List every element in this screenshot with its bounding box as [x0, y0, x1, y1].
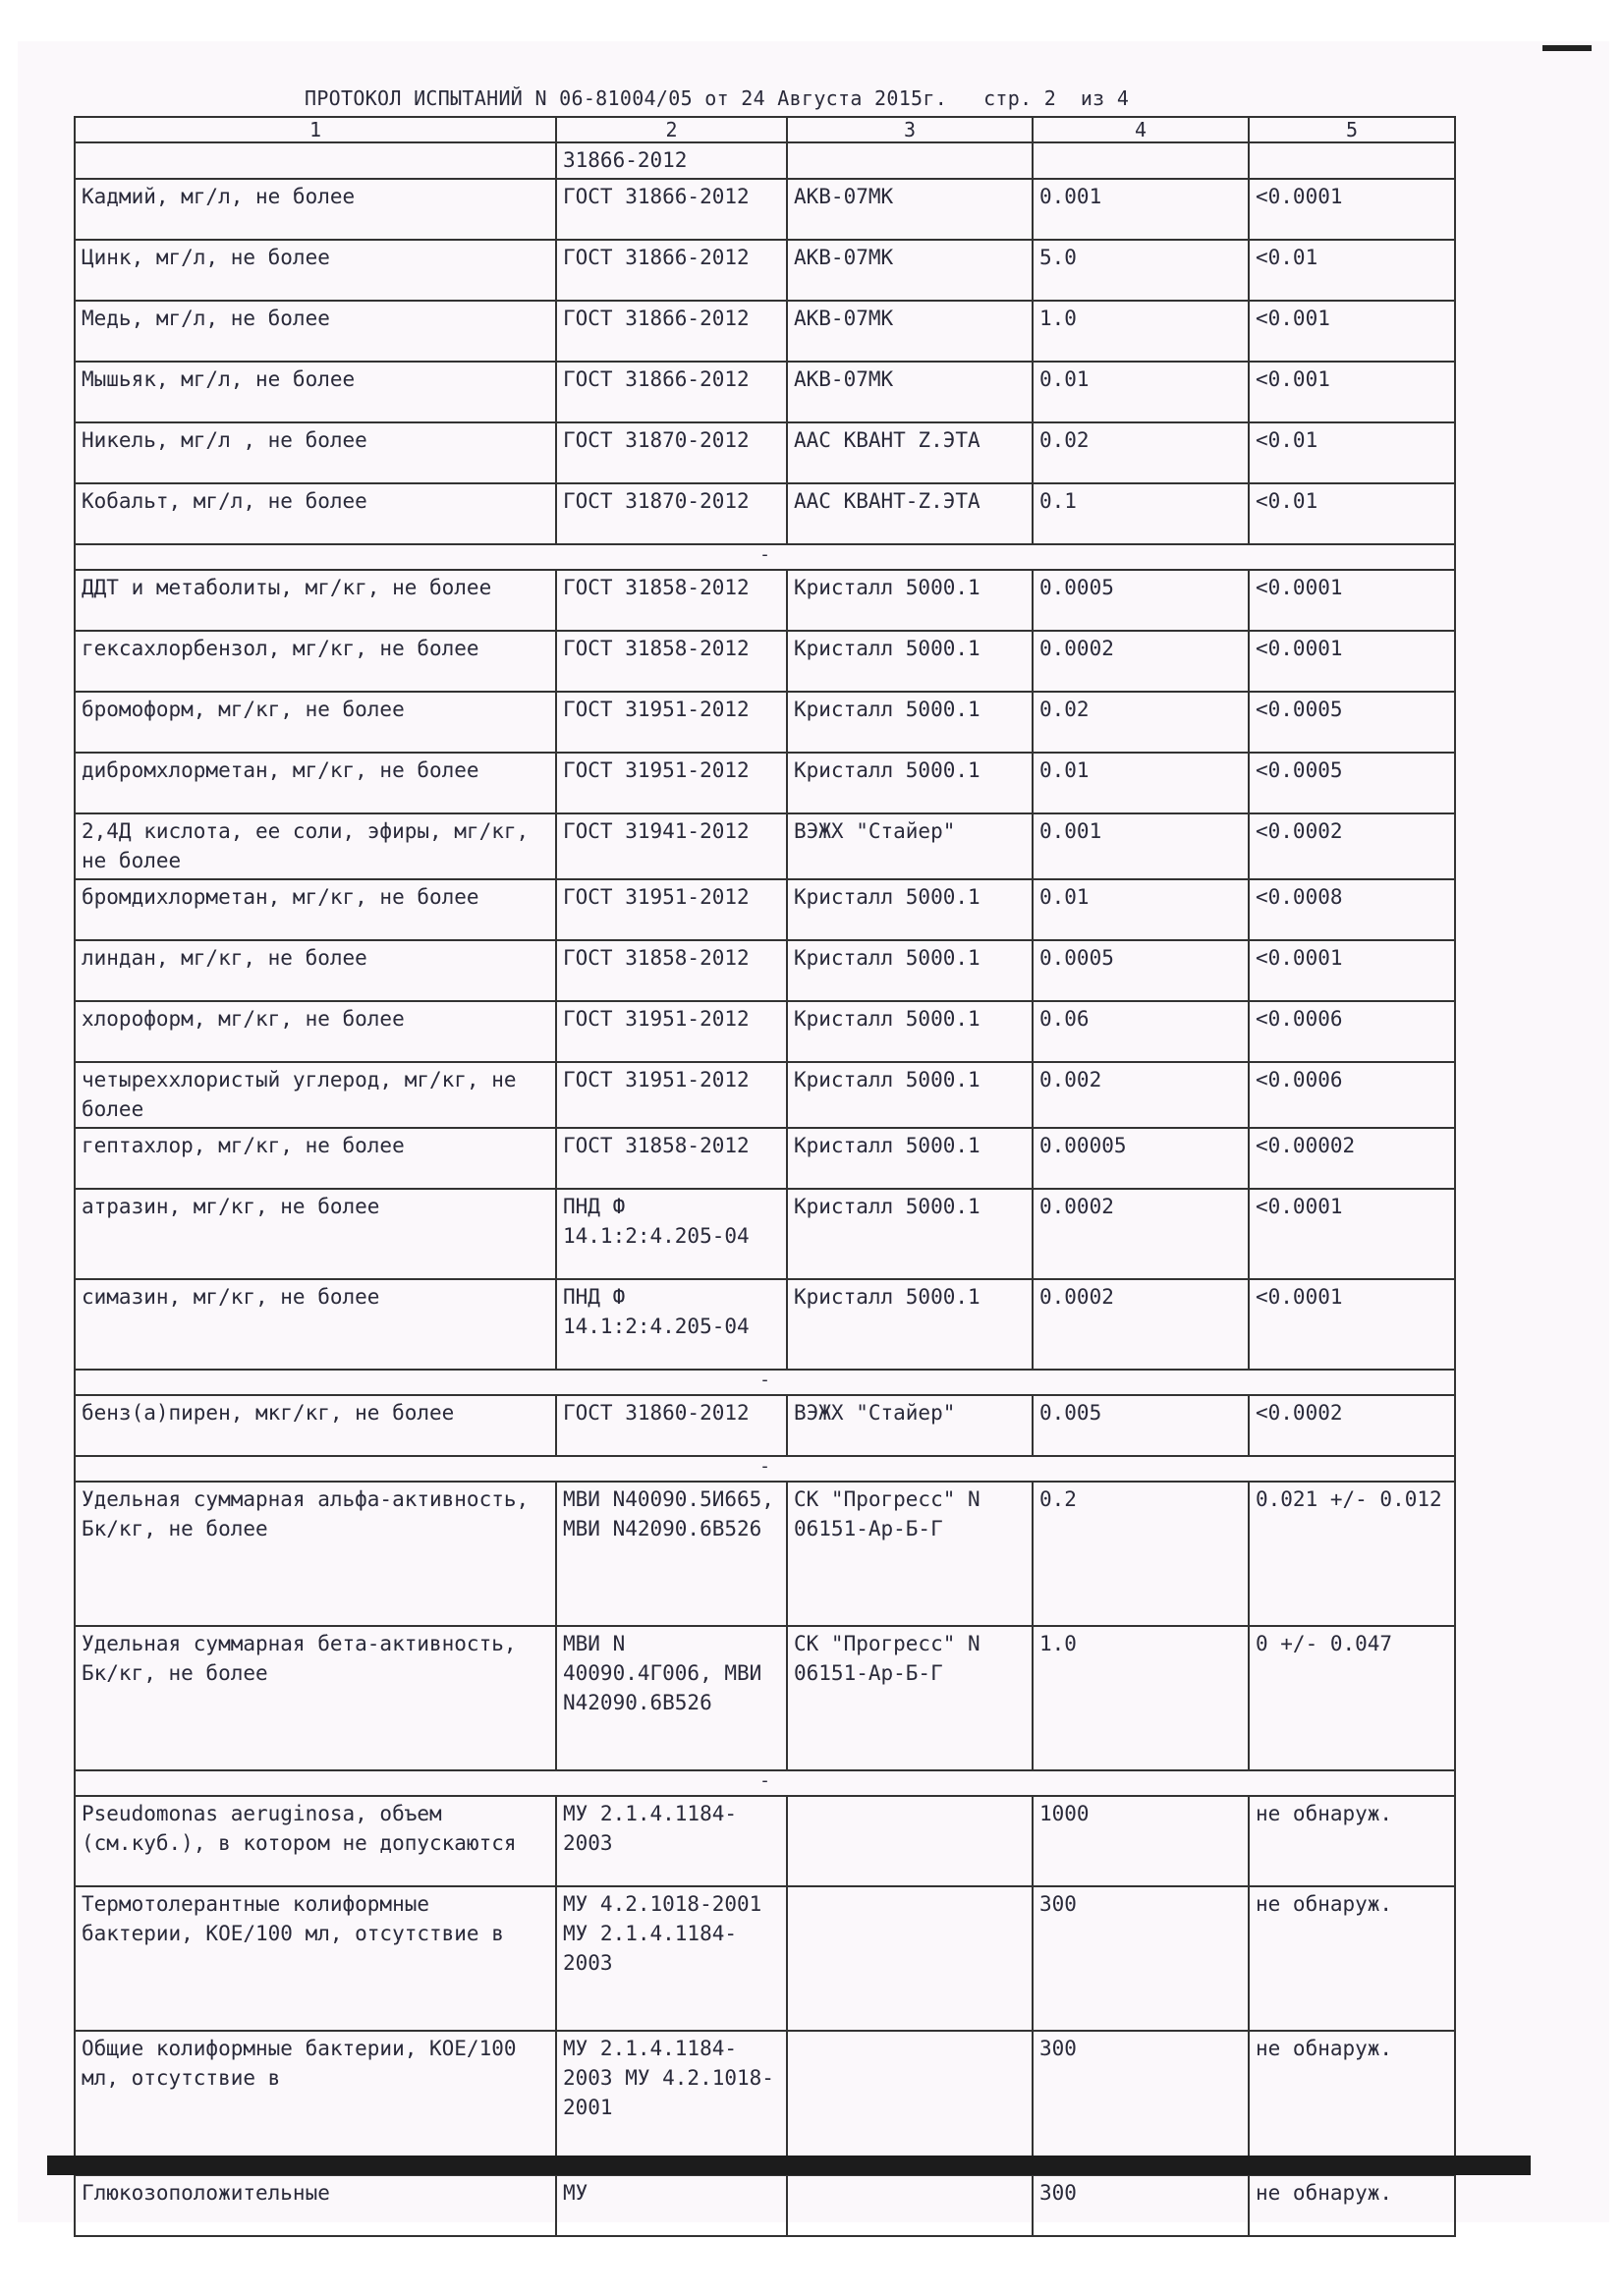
- empty-cell: [1033, 142, 1249, 179]
- empty-cell: [787, 142, 1033, 179]
- equipment-cell: СК "Прогресс" N 06151-Ар-Б-Г: [787, 1482, 1033, 1626]
- indicator-name-cell: Кадмий, мг/л, не более: [75, 179, 556, 240]
- equipment-cell: Кристалл 5000.1: [787, 1128, 1033, 1189]
- result-value-cell: <0.0001: [1249, 570, 1455, 631]
- equipment-cell: Кристалл 5000.1: [787, 940, 1033, 1001]
- method-cell: ГОСТ 31858-2012: [556, 940, 787, 1001]
- table-row: [75, 240, 1455, 301]
- method-cell: ГОСТ 31866-2012: [556, 240, 787, 301]
- equipment-cell: АКВ-07МК: [787, 179, 1033, 240]
- equipment-cell: [787, 1796, 1033, 1886]
- method-cell: МУ: [556, 2175, 787, 2236]
- result-value-cell: <0.0001: [1249, 631, 1455, 692]
- table-row: [75, 1001, 1455, 1062]
- equipment-cell: АКВ-07МК: [787, 240, 1033, 301]
- indicator-name-cell: Цинк, мг/л, не более: [75, 240, 556, 301]
- method-cell: 31866-2012: [556, 142, 787, 179]
- column-numbers-row: [75, 117, 1455, 142]
- norm-value-cell: 0.001: [1033, 179, 1249, 240]
- table-row: [75, 2031, 1455, 2175]
- indicator-name-cell: дибромхлорметан, мг/кг, не более: [75, 753, 556, 813]
- result-value-cell: 0.021 +/- 0.012: [1249, 1482, 1455, 1626]
- method-cell: ГОСТ 31866-2012: [556, 301, 787, 362]
- equipment-cell: АКВ-07МК: [787, 301, 1033, 362]
- method-cell: ГОСТ 31870-2012: [556, 422, 787, 483]
- table-row: [75, 753, 1455, 813]
- empty-cell: [75, 142, 556, 179]
- table-row: [75, 1128, 1455, 1189]
- table-row: [75, 179, 1455, 240]
- equipment-cell: ААС КВАНТ-Z.ЭТА: [787, 483, 1033, 544]
- indicator-name-cell: линдан, мг/кг, не более: [75, 940, 556, 1001]
- indicator-name-cell: Общие колиформные бактерии, КОЕ/100 мл, отсутствие в: [75, 2031, 556, 2175]
- table-row: [75, 1189, 1455, 1279]
- indicator-name-cell: Удельная суммарная альфа-активность, Бк/кг, не более: [75, 1482, 556, 1626]
- norm-value-cell: 1000: [1033, 1796, 1249, 1886]
- method-cell: МВИ N 40090.4Г006, МВИ N42090.6В526: [556, 1626, 787, 1770]
- method-cell: ПНД Ф 14.1:2:4.205-04: [556, 1279, 787, 1370]
- result-value-cell: <0.01: [1249, 240, 1455, 301]
- norm-value-cell: 0.01: [1033, 362, 1249, 422]
- indicator-name-cell: хлороформ, мг/кг, не более: [75, 1001, 556, 1062]
- equipment-cell: ВЭЖХ "Стайер": [787, 1395, 1033, 1456]
- result-value-cell: <0.0002: [1249, 813, 1455, 879]
- result-value-cell: <0.0001: [1249, 179, 1455, 240]
- norm-value-cell: 5.0: [1033, 240, 1249, 301]
- method-cell: ГОСТ 31860-2012: [556, 1395, 787, 1456]
- method-cell: ГОСТ 31870-2012: [556, 483, 787, 544]
- indicator-name-cell: Глюкозоположительные: [75, 2175, 556, 2236]
- method-cell: ГОСТ 31951-2012: [556, 692, 787, 753]
- column-number: 2: [556, 117, 787, 142]
- equipment-cell: Кристалл 5000.1: [787, 753, 1033, 813]
- norm-value-cell: 0.00005: [1033, 1128, 1249, 1189]
- result-value-cell: не обнаруж.: [1249, 2031, 1455, 2175]
- scan-bottom-bar: [47, 2156, 1531, 2175]
- norm-value-cell: 0.005: [1033, 1395, 1249, 1456]
- result-value-cell: не обнаруж.: [1249, 1796, 1455, 1886]
- result-value-cell: <0.01: [1249, 422, 1455, 483]
- equipment-cell: Кристалл 5000.1: [787, 692, 1033, 753]
- method-cell: ГОСТ 31951-2012: [556, 1062, 787, 1128]
- table-row: [75, 422, 1455, 483]
- table-row: [75, 1886, 1455, 2031]
- equipment-cell: СК "Прогресс" N 06151-Ар-Б-Г: [787, 1626, 1033, 1770]
- equipment-cell: Кристалл 5000.1: [787, 1279, 1033, 1370]
- result-value-cell: <0.0002: [1249, 1395, 1455, 1456]
- norm-value-cell: 0.0002: [1033, 1279, 1249, 1370]
- indicator-name-cell: бромоформ, мг/кг, не более: [75, 692, 556, 753]
- indicator-name-cell: ДДТ и метаболиты, мг/кг, не более: [75, 570, 556, 631]
- equipment-cell: [787, 1886, 1033, 2031]
- table-row: [75, 631, 1455, 692]
- norm-value-cell: 0.2: [1033, 1482, 1249, 1626]
- table-row: [75, 1279, 1455, 1370]
- indicator-name-cell: бромдихлорметан, мг/кг, не более: [75, 879, 556, 940]
- table-row: [75, 1482, 1455, 1626]
- result-value-cell: не обнаруж.: [1249, 1886, 1455, 2031]
- equipment-cell: ВЭЖХ "Стайер": [787, 813, 1033, 879]
- group-separator: -: [75, 544, 1455, 570]
- indicator-name-cell: Удельная суммарная бета-активность, Бк/кг, не более: [75, 1626, 556, 1770]
- indicator-name-cell: бенз(а)пирен, мкг/кг, не более: [75, 1395, 556, 1456]
- table-row: [75, 483, 1455, 544]
- norm-value-cell: 0.0005: [1033, 940, 1249, 1001]
- norm-value-cell: 1.0: [1033, 301, 1249, 362]
- indicator-name-cell: гептахлор, мг/кг, не более: [75, 1128, 556, 1189]
- table-row: [75, 2175, 1455, 2236]
- result-value-cell: <0.0006: [1249, 1001, 1455, 1062]
- method-cell: ГОСТ 31858-2012: [556, 631, 787, 692]
- norm-value-cell: 0.0005: [1033, 570, 1249, 631]
- indicator-name-cell: Термотолерантные колиформные бактерии, КОЕ/100 мл, отсутствие в: [75, 1886, 556, 2031]
- norm-value-cell: 0.01: [1033, 879, 1249, 940]
- equipment-cell: Кристалл 5000.1: [787, 631, 1033, 692]
- norm-value-cell: 0.0002: [1033, 1189, 1249, 1279]
- table-row: [75, 879, 1455, 940]
- result-value-cell: <0.0005: [1249, 753, 1455, 813]
- norm-value-cell: 300: [1033, 2175, 1249, 2236]
- norm-value-cell: 300: [1033, 1886, 1249, 2031]
- result-value-cell: <0.0001: [1249, 1279, 1455, 1370]
- result-value-cell: <0.01: [1249, 483, 1455, 544]
- indicator-name-cell: 2,4Д кислота, ее соли, эфиры, мг/кг, не более: [75, 813, 556, 879]
- empty-cell: [1249, 142, 1455, 179]
- equipment-cell: [787, 2175, 1033, 2236]
- method-cell: ГОСТ 31951-2012: [556, 753, 787, 813]
- indicator-name-cell: Никель, мг/л , не более: [75, 422, 556, 483]
- result-value-cell: <0.0006: [1249, 1062, 1455, 1128]
- norm-value-cell: 0.01: [1033, 753, 1249, 813]
- table-row: [75, 1062, 1455, 1128]
- table-row: [75, 1626, 1455, 1770]
- result-value-cell: <0.00002: [1249, 1128, 1455, 1189]
- scan-corner-mark: [1542, 45, 1592, 51]
- group-separator-row: [75, 1370, 1455, 1395]
- continuation-row: [75, 142, 1455, 179]
- result-value-cell: <0.0005: [1249, 692, 1455, 753]
- table-row: [75, 940, 1455, 1001]
- indicator-name-cell: симазин, мг/кг, не более: [75, 1279, 556, 1370]
- norm-value-cell: 0.02: [1033, 692, 1249, 753]
- table-row: [75, 301, 1455, 362]
- norm-value-cell: 300: [1033, 2031, 1249, 2175]
- indicator-name-cell: четыреххлористый углерод, мг/кг, не более: [75, 1062, 556, 1128]
- method-cell: МУ 2.1.4.1184-2003 МУ 4.2.1018-2001: [556, 2031, 787, 2175]
- result-value-cell: <0.0008: [1249, 879, 1455, 940]
- norm-value-cell: 0.06: [1033, 1001, 1249, 1062]
- result-value-cell: <0.0001: [1249, 1189, 1455, 1279]
- equipment-cell: Кристалл 5000.1: [787, 1001, 1033, 1062]
- norm-value-cell: 1.0: [1033, 1626, 1249, 1770]
- group-separator-row: [75, 1770, 1455, 1796]
- result-value-cell: <0.001: [1249, 362, 1455, 422]
- results-body: [75, 142, 1455, 2236]
- indicator-name-cell: Кобальт, мг/л, не более: [75, 483, 556, 544]
- group-separator-row: [75, 544, 1455, 570]
- norm-value-cell: 0.1: [1033, 483, 1249, 544]
- group-separator: -: [75, 1770, 1455, 1796]
- column-number: 1: [75, 117, 556, 142]
- indicator-name-cell: Pseudomonas aeruginosa, объем (см.куб.), в котором не допускаются: [75, 1796, 556, 1886]
- method-cell: ГОСТ 31866-2012: [556, 362, 787, 422]
- results-table: [74, 116, 1456, 2237]
- indicator-name-cell: атразин, мг/кг, не более: [75, 1189, 556, 1279]
- table-row: [75, 1395, 1455, 1456]
- group-separator: -: [75, 1456, 1455, 1482]
- table-row: [75, 813, 1455, 879]
- equipment-cell: ААС КВАНТ Z.ЭТА: [787, 422, 1033, 483]
- method-cell: ГОСТ 31951-2012: [556, 1001, 787, 1062]
- protocol-header: ПРОТОКОЛ ИСПЫТАНИЙ N 06-81004/05 от 24 Августа 2015г. стр. 2 из 4: [305, 86, 1130, 110]
- result-value-cell: <0.001: [1249, 301, 1455, 362]
- method-cell: МУ 2.1.4.1184-2003: [556, 1796, 787, 1886]
- method-cell: ГОСТ 31941-2012: [556, 813, 787, 879]
- method-cell: ГОСТ 31951-2012: [556, 879, 787, 940]
- result-value-cell: <0.0001: [1249, 940, 1455, 1001]
- result-value-cell: не обнаруж.: [1249, 2175, 1455, 2236]
- column-number: 3: [787, 117, 1033, 142]
- indicator-name-cell: Мышьяк, мг/л, не более: [75, 362, 556, 422]
- equipment-cell: Кристалл 5000.1: [787, 570, 1033, 631]
- table-row: [75, 1796, 1455, 1886]
- group-separator-row: [75, 1456, 1455, 1482]
- indicator-name-cell: Медь, мг/л, не более: [75, 301, 556, 362]
- equipment-cell: Кристалл 5000.1: [787, 1189, 1033, 1279]
- norm-value-cell: 0.0002: [1033, 631, 1249, 692]
- table-row: [75, 692, 1455, 753]
- equipment-cell: [787, 2031, 1033, 2175]
- equipment-cell: Кристалл 5000.1: [787, 879, 1033, 940]
- result-value-cell: 0 +/- 0.047: [1249, 1626, 1455, 1770]
- norm-value-cell: 0.002: [1033, 1062, 1249, 1128]
- equipment-cell: Кристалл 5000.1: [787, 1062, 1033, 1128]
- table-row: [75, 362, 1455, 422]
- column-number: 5: [1249, 117, 1455, 142]
- indicator-name-cell: гексахлорбензол, мг/кг, не более: [75, 631, 556, 692]
- equipment-cell: АКВ-07МК: [787, 362, 1033, 422]
- table-row: [75, 570, 1455, 631]
- norm-value-cell: 0.02: [1033, 422, 1249, 483]
- norm-value-cell: 0.001: [1033, 813, 1249, 879]
- method-cell: ГОСТ 31858-2012: [556, 570, 787, 631]
- method-cell: ГОСТ 31866-2012: [556, 179, 787, 240]
- method-cell: ГОСТ 31858-2012: [556, 1128, 787, 1189]
- method-cell: МВИ N40090.5И665, МВИ N42090.6В526: [556, 1482, 787, 1626]
- method-cell: ПНД Ф 14.1:2:4.205-04: [556, 1189, 787, 1279]
- column-number: 4: [1033, 117, 1249, 142]
- group-separator: -: [75, 1370, 1455, 1395]
- method-cell: МУ 4.2.1018-2001 МУ 2.1.4.1184-2003: [556, 1886, 787, 2031]
